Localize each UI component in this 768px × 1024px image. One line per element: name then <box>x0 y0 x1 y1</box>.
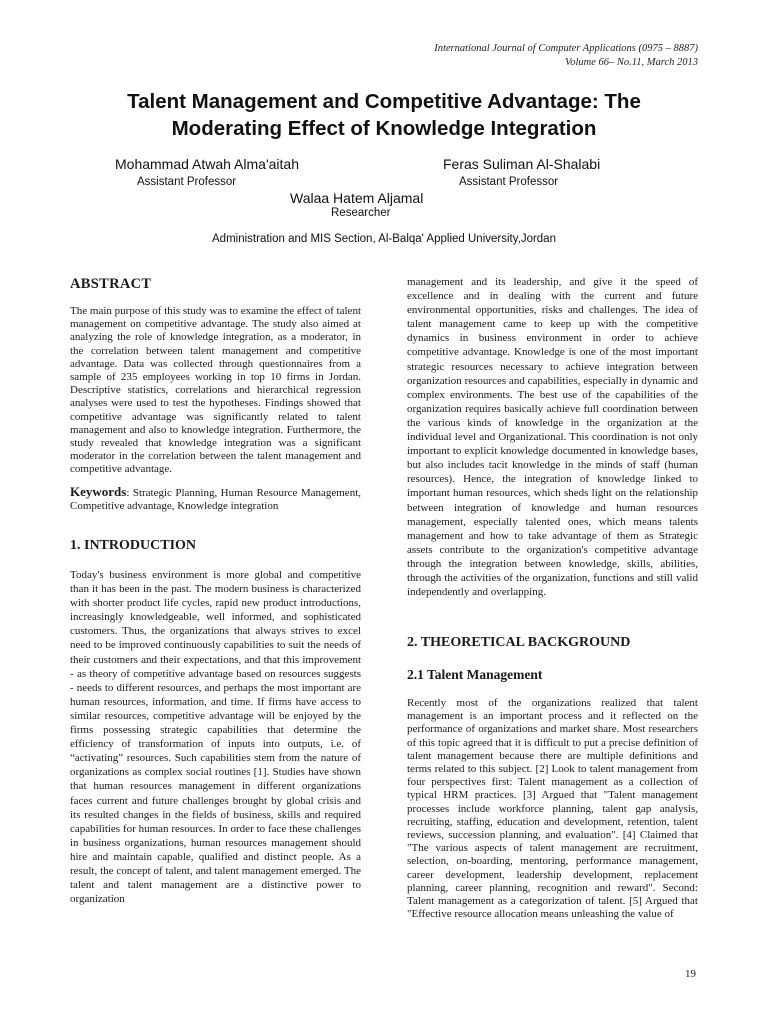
talent-management-text: Recently most of the organizations realized that talent management is an important process and it reflected on the performance of organizations and market share. Most researchers of this topic agreed that it is difficult to put a precise definition of talent management because there are multiple definitions and terms related to this subject. [2] Look to talent management from four perspectives first: Talent management as a collection of typical HRM practices. [3] Argued that "Talent management processes include workforce planning, talent gap analysis, recruiting, staffing, education and development, retention, talent reviews, succession planning, and evaluation". [4] Claimed that "The various aspects of talent management are recruitment, selection, on-boarding, mentoring, performance management, career development, leadership development, replacement planning, career planning, recognition and reward". Second: Talent management as a categorization of talent. [5] Argued that "Effective resource allocation means unleashing the value of <box>407 697 698 921</box>
author-name-3: Walaa Hatem Aljamal <box>290 190 424 206</box>
paper-title-line-2: Moderating Effect of Knowledge Integration <box>171 117 597 140</box>
abstract-heading: ABSTRACT <box>70 276 152 292</box>
page-number: 19 <box>685 968 696 980</box>
journal-name: International Journal of Computer Applications (0975 – 8887) <box>434 43 698 54</box>
author-name-1: Mohammad Atwah Alma'aitah <box>115 156 299 172</box>
keywords <box>70 485 361 513</box>
author-name-2: Feras Suliman Al-Shalabi <box>443 156 601 172</box>
journal-volume: Volume 66– No.11, March 2013 <box>565 57 698 68</box>
keywords-label: Keywords <box>70 484 127 499</box>
theoretical-heading: 2. THEORETICAL BACKGROUND <box>407 635 631 650</box>
author-role-2: Assistant Professor <box>459 176 559 188</box>
keywords-list: : Strategic Planning, Human Resource Management, Competitive advantage, Knowledge integration <box>70 487 361 513</box>
affiliation: Administration and MIS Section, Al-Balqa' Applied University,Jordan <box>212 233 556 245</box>
introduction-continued-text: management and its leadership, and give it the speed of excellence and in dealing with the current and future environmental opportunities, risks and challenges. The idea of talent management came to keep up with the competitive dynamics in business environment in order to achieve competitive advantage. Knowledge is one of the most important strategic resources necessary to achieve integration between organization resources and capabilities, especially in dynamic and complex environments. The best use of the capabilities of the organization requires basically achieve full coordination between the various kinds of knowledge in the organization at the individual level and Organizational. This coordination is not only important to explicit knowledge documented in knowledge bases, but also includes tacit knowledge in the minds of staff (human resources). Hence, the integration of knowledge linked to important human resources, which sheds light on the relationship between integration of knowledge and human resources management, especially talented ones, which means talents management and how to take advantage of them as Strategic assets contribute to the organization's competitive advantage through the integration between knowledge, skills, abilities, through the activities of the organization, functions and still valid independently and overlapping. <box>407 276 698 599</box>
author-role-1: Assistant Professor <box>137 176 237 188</box>
talent-management-subheading: 2.1 Talent Management <box>407 667 543 682</box>
paper-title-line-1: Talent Management and Competitive Advantage: The <box>127 90 641 113</box>
abstract-text: The main purpose of this study was to examine the effect of talent management on competitive advantage. The study also aimed at analyzing the role of knowledge integration, as a moderator, in the correlation between talent management and competitive advantage. Data was collected through questionnaires from a sample of 235 employees working in top 10 firms in Jordan. Descriptive statistics, correlations and hierarchical regression analyses were used to test the hypotheses. Findings showed that competitive advantage was significantly related to talent management and also to knowledge integration. Furthermore, the study revealed that knowledge integration was a significant moderator in the correlation between the talent management and competitive advantage. <box>70 305 361 476</box>
author-role-3: Researcher <box>331 207 391 219</box>
introduction-text: Today's business environment is more global and competitive than it has been in the past. The modern business is characterized with shorter product life cycles, rapid new product introductions, increasingly knowledgeable, well informed, and sophisticated customers. Thus, the organizations that always strives to excel need to be improved continuously capabilities to suit the needs of their customers and their expectations, and that this improvement - as theory of competitive advantage based on resources suggests - needs to different resources, and perhaps the most important are human resources, information, and time. If firms have access to similar resources, competitive advantage will be enjoyed by the firms possessing strategic capabilities that determine the efficiency of transformation of inputs into outputs, i.e. of “activating” resources. Such capabilities stem from the nature of organizations as complex social routines [1]. Studies have shown that human resources management in different organizations faces current and future challenges brought by global crisis and its resulted changes in the fields of business, skills and required capabilities for human resources. In order to face these challenges in business organizations, human resources management should hire and maintain capable, qualified and distinct people. As a result, the concept of talent, and talent management emerged. The talent and talent management are a distinctive power to organization <box>70 569 361 906</box>
introduction-heading: 1. INTRODUCTION <box>70 538 197 553</box>
